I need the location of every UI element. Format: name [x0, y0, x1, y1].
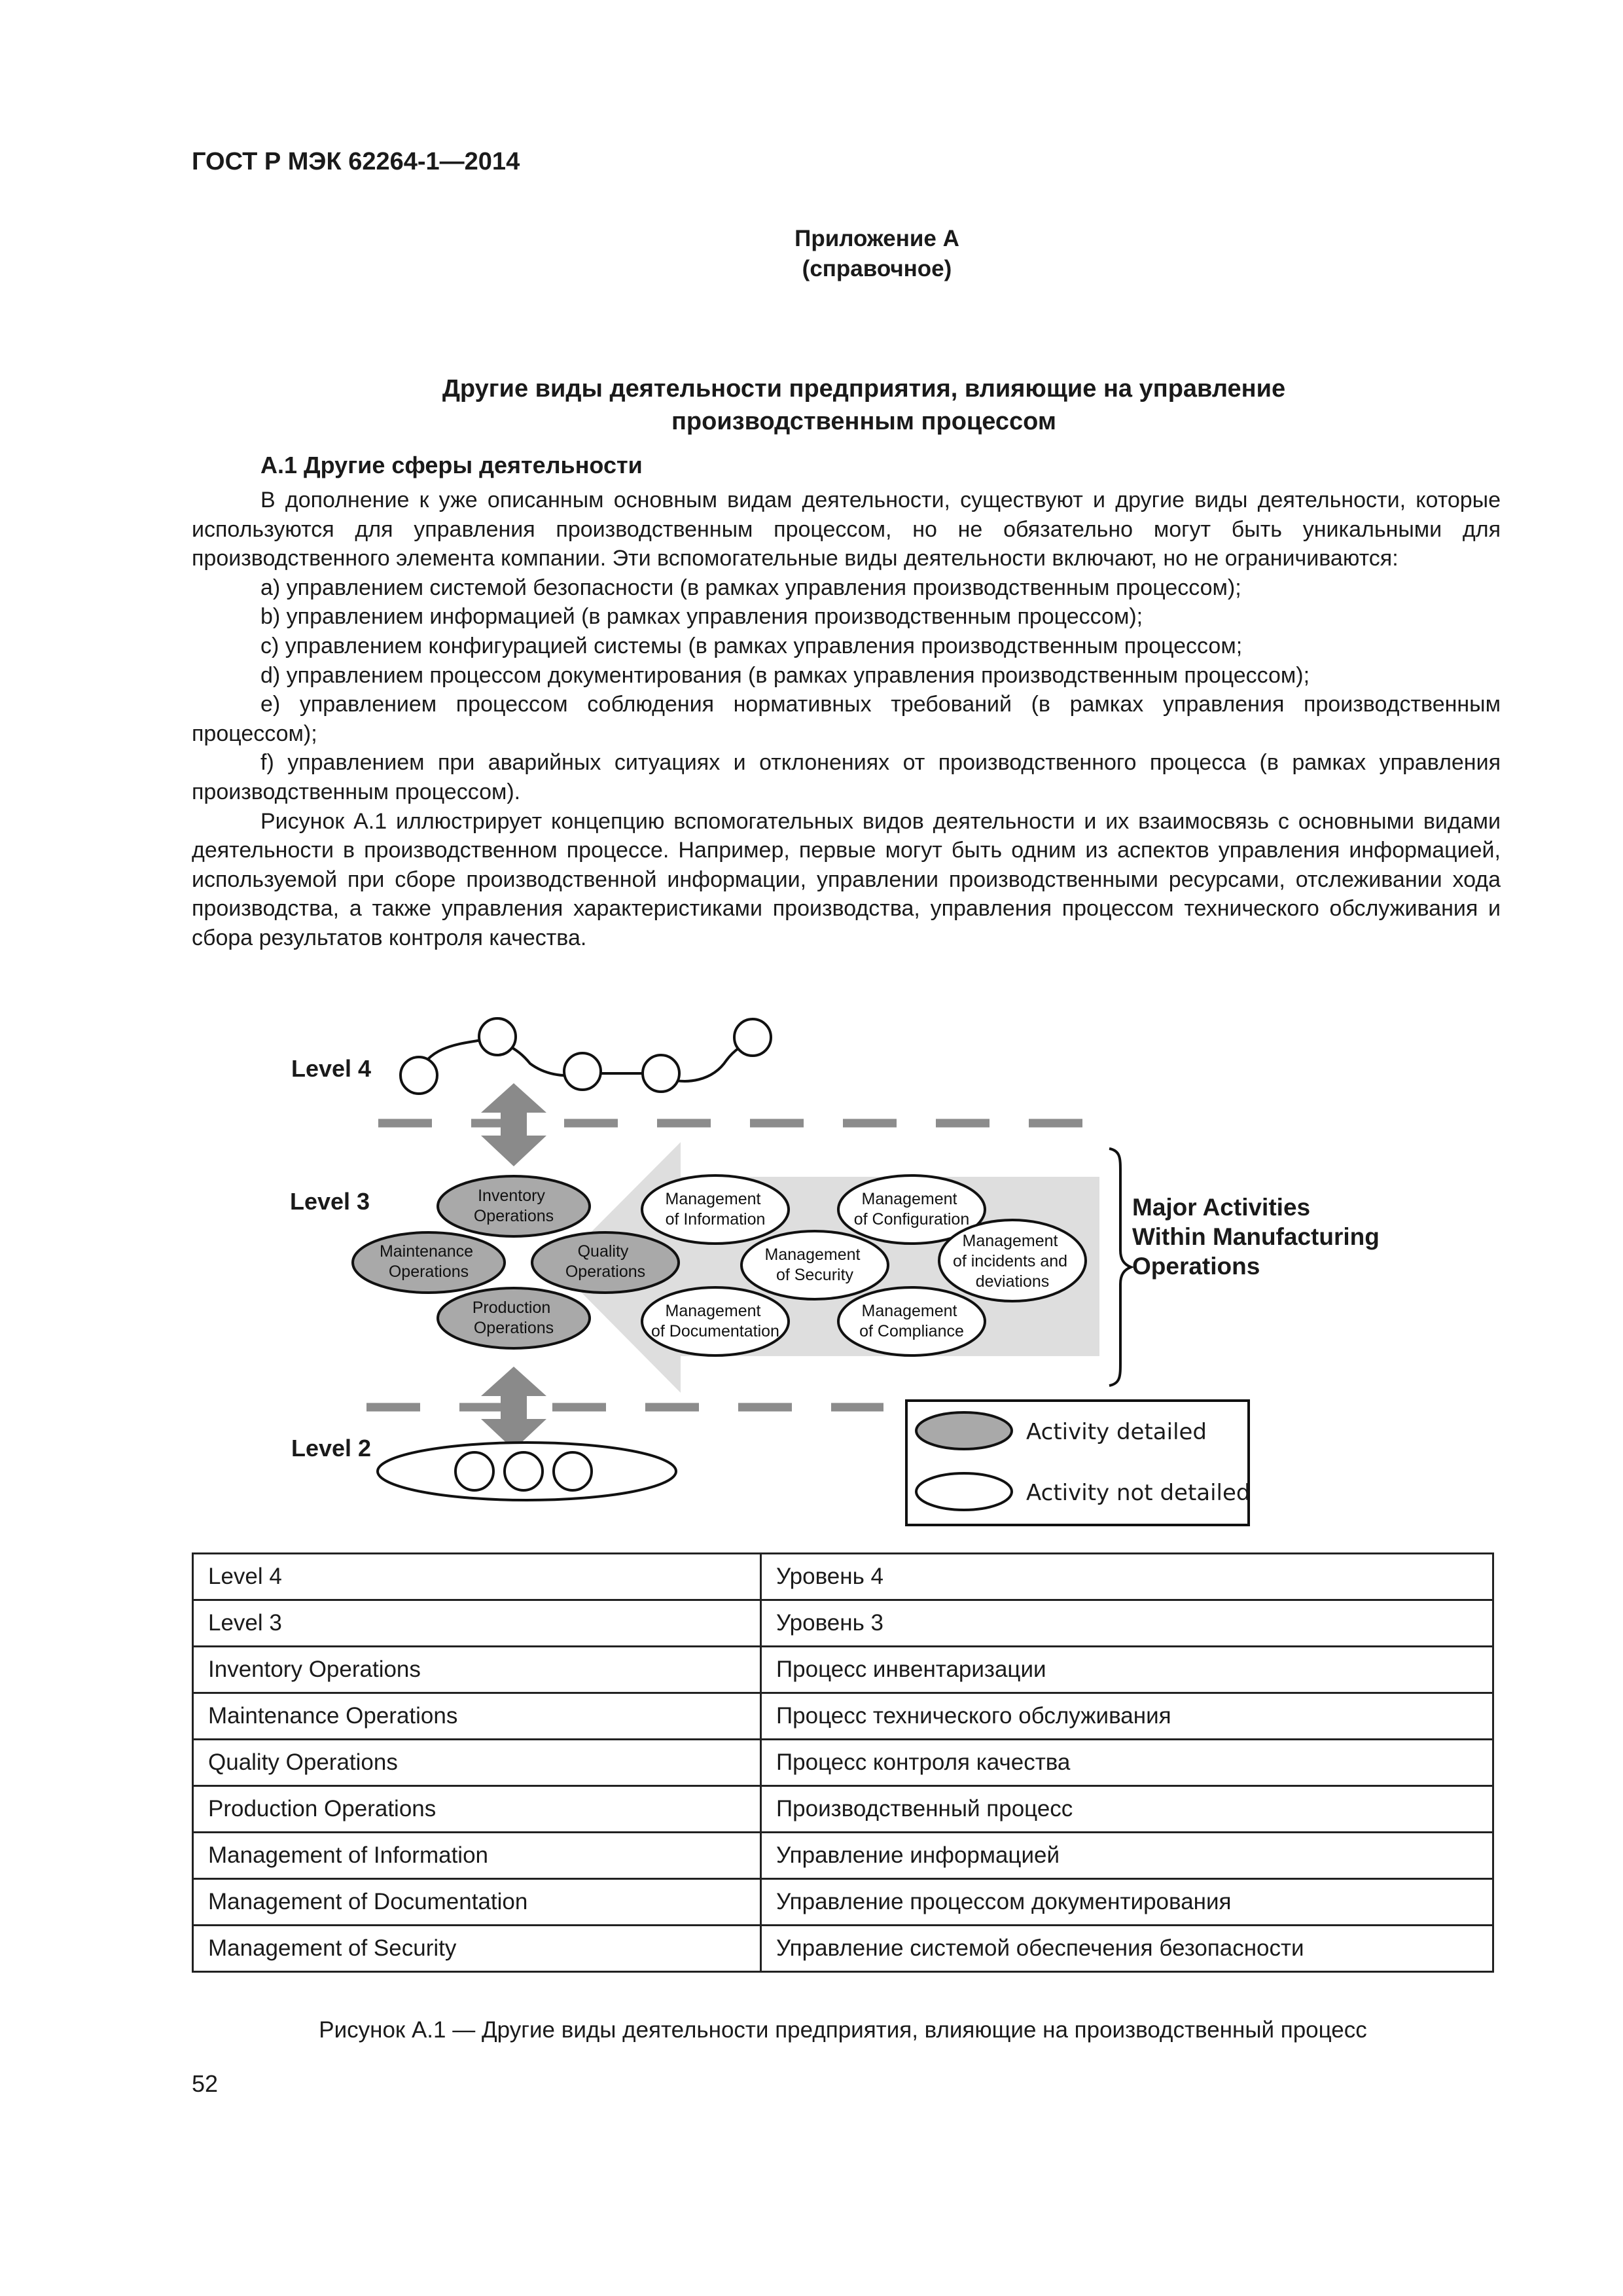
term-russian: Процесс контроля качества	[761, 1740, 1493, 1786]
table-row	[193, 1600, 1493, 1647]
activity-label: of Security	[776, 1266, 854, 1284]
level2-node	[455, 1452, 493, 1490]
level4-node	[734, 1019, 771, 1056]
activity-maintenance-operations	[353, 1232, 505, 1293]
term-english: Production Operations	[193, 1786, 761, 1833]
activity-label: of Information	[665, 1210, 766, 1229]
major-activities-line: Operations	[1132, 1253, 1260, 1280]
activity-label: Management	[665, 1190, 761, 1208]
activity-label: of Compliance	[859, 1322, 964, 1340]
activity-label: Management	[962, 1232, 1058, 1250]
term-english: Management of Security	[193, 1926, 761, 1972]
activities-brace	[1109, 1149, 1131, 1386]
activity-label: Operations	[473, 1319, 554, 1337]
paragraph-intro: В дополнение к уже описанным основным видам деятельности, существуют и другие виды деятельности, которые используются для управления производственным процессом, но не обязательно могут быть уникальными для производственного элемента компании. Эти вспомогательные виды деятельности включают, но не ограничиваются:	[192, 488, 1501, 571]
terms-table	[192, 1552, 1494, 1973]
activity-management-of-compliance	[838, 1287, 985, 1355]
list-item-d: d) управлением процессом документирования (в рамках управления производственным процессом);	[260, 662, 1310, 688]
term-english: Management of Documentation	[193, 1879, 761, 1926]
paragraph-figure-description: Рисунок А.1 иллюстрирует концепцию вспомогательных видов деятельности и их взаимосвязь с основными видами деятельности в производственном процессе. Например, первые могут быть одним из аспектов управления информацией, используемой при сборе производственной информации, управлении производственными ресурсами, отслеживании хода производства, а также управления характеристиками производства, управления процессом технического обслуживания и сбора результатов контроля качества.	[192, 808, 1501, 950]
activity-label: Operations	[473, 1207, 554, 1225]
activity-label: deviations	[975, 1272, 1050, 1291]
activity-quality-operations	[532, 1232, 679, 1293]
appendix-type: (справочное)	[802, 256, 952, 281]
level4-node	[564, 1053, 601, 1090]
level2-node	[554, 1452, 592, 1490]
table-row	[193, 1833, 1493, 1879]
activity-inventory-operations	[438, 1176, 590, 1236]
term-russian: Уровень 3	[761, 1600, 1493, 1647]
level4-node	[401, 1057, 437, 1094]
major-activities-line: Major Activities	[1132, 1194, 1311, 1221]
activity-label: of Configuration	[853, 1210, 970, 1229]
document-header: ГОСТ Р МЭК 62264-1—2014	[192, 148, 520, 175]
activity-label: Quality	[577, 1242, 629, 1261]
activity-label: Management	[861, 1302, 957, 1320]
term-russian: Процесс технического обслуживания	[761, 1693, 1493, 1740]
figure-caption: Рисунок А.1 — Другие виды деятельности предприятия, влияющие на производственный процесс	[319, 2017, 1367, 2043]
list-item-e: e) управлением процессом соблюдения нормативных требований (в рамках управления производственным процессом);	[192, 692, 1501, 746]
term-english: Level 3	[193, 1600, 761, 1647]
appendix-title-line1: Другие виды деятельности предприятия, влияющие на управление	[442, 375, 1286, 403]
activity-label: Operations	[565, 1263, 646, 1281]
legend-detailed-label: Activity detailed	[1026, 1419, 1207, 1445]
term-russian: Управление процессом документирования	[761, 1879, 1493, 1926]
term-english: Maintenance Operations	[193, 1693, 761, 1740]
table-row	[193, 1926, 1493, 1972]
level4-node	[643, 1055, 679, 1092]
level4-node	[479, 1018, 516, 1055]
table-row	[193, 1647, 1493, 1693]
term-russian: Уровень 4	[761, 1554, 1493, 1600]
activity-production-operations	[438, 1288, 590, 1348]
list-item-f: f) управлением при аварийных ситуациях и отклонениях от производственного процесса (в рамках управления производственным процессом).	[192, 750, 1501, 804]
major-activities-line: Within Manufacturing	[1132, 1223, 1380, 1250]
legend-not-detailed-label: Activity not detailed	[1026, 1480, 1251, 1506]
table-row	[193, 1879, 1493, 1926]
major-activities-label	[1132, 1194, 1386, 1280]
appendix-title-line2: производственным процессом	[671, 408, 1057, 435]
activity-management-of-security	[741, 1231, 888, 1299]
activity-label: of Documentation	[651, 1322, 779, 1340]
activity-label: Management	[764, 1246, 861, 1264]
table-row	[193, 1554, 1493, 1600]
appendix-label: Приложение А	[794, 226, 959, 251]
level2-label: Level 2	[291, 1435, 372, 1462]
term-russian: Управление информацией	[761, 1833, 1493, 1879]
activity-label: Management	[665, 1302, 761, 1320]
activity-management-of-incidents	[939, 1220, 1086, 1301]
list-item-c: c) управлением конфигурацией системы (в рамках управления производственным процессом;	[260, 633, 1243, 658]
term-english: Quality Operations	[193, 1740, 761, 1786]
table-row	[193, 1786, 1493, 1833]
term-english: Level 4	[193, 1554, 761, 1600]
level3-label: Level 3	[290, 1188, 370, 1215]
legend-not-detailed-swatch	[916, 1473, 1012, 1510]
legend	[906, 1401, 1251, 1525]
activity-label: Production	[472, 1299, 551, 1317]
term-russian: Процесс инвентаризации	[761, 1647, 1493, 1693]
page-number: 52	[192, 2070, 219, 2097]
level4-label: Level 4	[291, 1055, 372, 1082]
level2-node	[505, 1452, 543, 1490]
activity-label: Management	[861, 1190, 957, 1208]
activity-label: Inventory	[478, 1187, 545, 1205]
list-item-a: a) управлением системой безопасности (в рамках управления производственным процессом);	[260, 575, 1241, 600]
activity-label: Operations	[388, 1263, 469, 1281]
term-english: Management of Information	[193, 1833, 761, 1879]
activity-label: of incidents and	[952, 1252, 1068, 1270]
term-russian: Управление системой обеспечения безопасности	[761, 1926, 1493, 1972]
legend-detailed-swatch	[916, 1412, 1012, 1449]
activity-management-of-documentation	[642, 1287, 789, 1355]
term-english: Inventory Operations	[193, 1647, 761, 1693]
activity-management-of-information	[642, 1175, 789, 1244]
section-heading: А.1 Другие сферы деятельности	[260, 452, 643, 478]
term-russian: Производственный процесс	[761, 1786, 1493, 1833]
activity-label: Maintenance	[379, 1242, 474, 1261]
list-item-b: b) управлением информацией (в рамках управления производственным процессом);	[260, 604, 1143, 630]
table-row	[193, 1740, 1493, 1786]
table-row	[193, 1693, 1493, 1740]
